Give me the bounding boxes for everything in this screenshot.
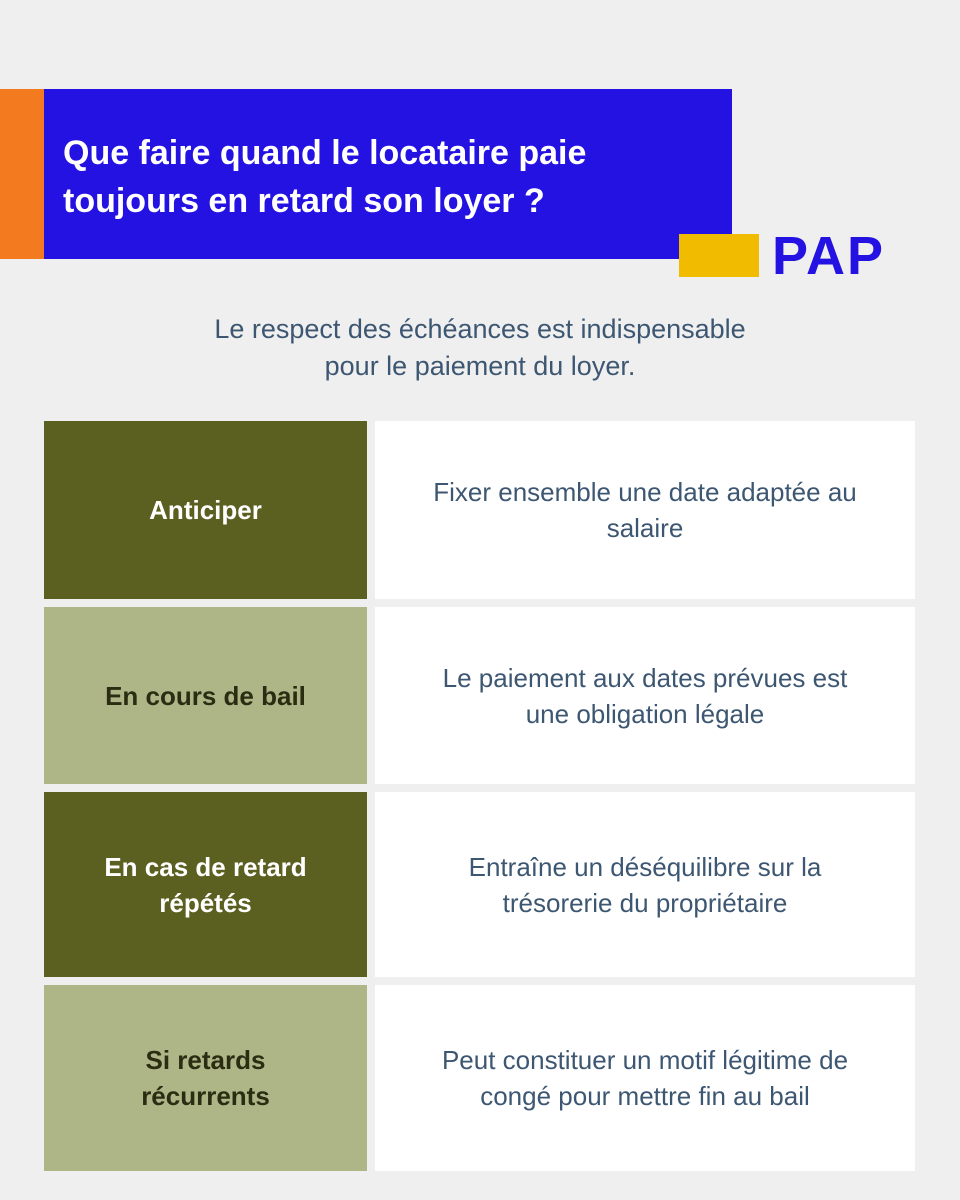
row-description-line: trésorerie du propriétaire xyxy=(502,887,788,918)
row-description-line: une obligation légale xyxy=(525,698,765,729)
row-label xyxy=(44,607,367,784)
row-label-line: récurrents xyxy=(141,1081,270,1111)
row-description xyxy=(375,985,915,1171)
row-label xyxy=(44,985,367,1171)
row-label xyxy=(44,792,367,977)
row-description xyxy=(375,607,915,784)
table-row-si-retards-recurrents xyxy=(44,985,915,1171)
row-description xyxy=(375,792,915,977)
title-line-1: Que faire quand le locataire paie xyxy=(63,134,587,172)
table-row-en-cas-de-retard xyxy=(44,792,915,977)
row-description-line: Entraîne un déséquilibre sur la xyxy=(468,851,822,882)
page-title xyxy=(63,129,732,225)
row-label-line: Anticiper xyxy=(149,495,262,525)
row-description xyxy=(375,421,915,599)
intro-line-2: pour le paiement du loyer. xyxy=(324,351,636,381)
row-label xyxy=(44,421,367,599)
row-description-line: Peut constituer un motif légitime de xyxy=(441,1045,849,1075)
title-line-2: toujours en retard son loyer ? xyxy=(63,182,545,220)
row-description-line: congé pour mettre fin au bail xyxy=(480,1081,810,1111)
row-label-line: répétés xyxy=(159,887,252,918)
table-row-anticiper xyxy=(44,421,915,599)
logo-yellow-block xyxy=(679,234,759,277)
row-description-line: salaire xyxy=(606,513,684,543)
row-description-line: Fixer ensemble une date adaptée au xyxy=(433,477,857,507)
pap-logo: PAP xyxy=(772,226,886,286)
row-label-line: En cas de retard xyxy=(104,851,307,882)
intro-text xyxy=(0,311,960,385)
row-label-line: Si retards xyxy=(145,1045,266,1075)
row-description-line: Le paiement aux dates prévues est xyxy=(442,662,848,693)
row-label-line: En cours de bail xyxy=(105,680,306,711)
intro-line-1: Le respect des échéances est indispensable xyxy=(214,314,746,344)
table-row-en-cours-de-bail xyxy=(44,607,915,784)
advice-table xyxy=(44,421,915,1179)
title-banner xyxy=(44,89,732,259)
orange-accent-bar xyxy=(0,89,44,259)
